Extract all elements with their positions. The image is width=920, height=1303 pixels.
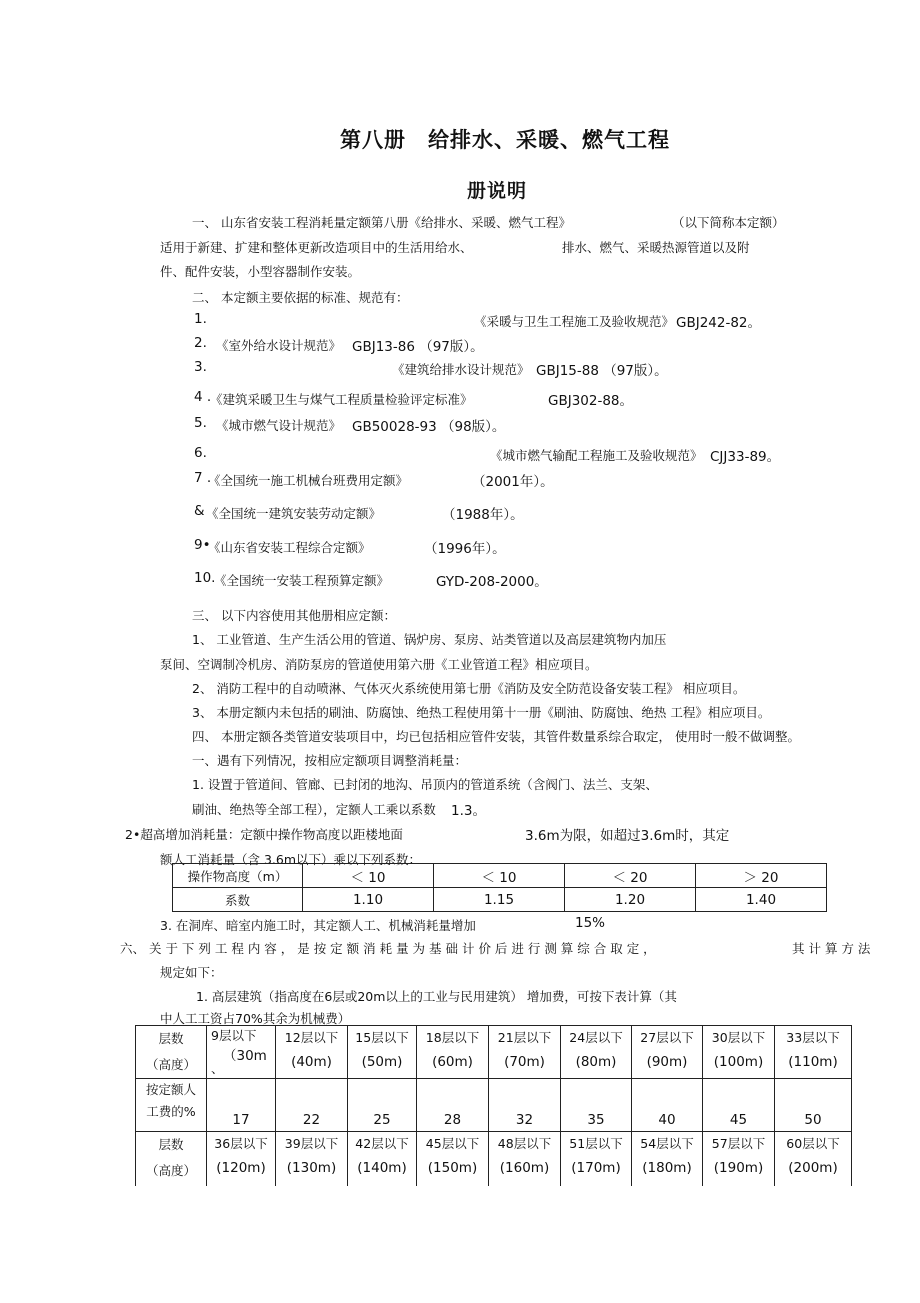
table-cell: 50 (775, 1079, 852, 1132)
section3-item3: 3、 本册定额内未包括的刷油、防腐蚀、绝热工程使用第十一册《刷油、防腐蚀、绝热 工程》相应项目。 (192, 705, 771, 720)
standard-name: 《室外给水设计规范》 (216, 338, 342, 353)
table-cell (775, 1132, 852, 1187)
standard-code: （2001年）。 (472, 474, 554, 490)
table-cell (561, 1132, 632, 1187)
table-cell: 1.20 (565, 888, 696, 912)
section6-item1b: 中人工工资占70%其余为机械费） (160, 1011, 351, 1026)
standard-name: 《城市燃气设计规范》 (216, 418, 342, 433)
standard-code: （1988年）。 (442, 507, 524, 523)
cell-top: 54层以下 (640, 1136, 694, 1151)
cell-top: 39层以下 (284, 1136, 339, 1151)
table-cell (348, 1026, 417, 1079)
cell-bottom: (80m) (575, 1054, 617, 1070)
section6-line2: 规定如下： (160, 965, 223, 980)
cell-top: 36层以下 (214, 1136, 268, 1151)
table-cell: ＜ 20 (565, 864, 696, 888)
section5-heading: 一、遇有下列情况，按相应定额项目调整消耗量： (192, 753, 468, 768)
table-cell: 1.40 (696, 888, 827, 912)
table-cell (489, 1026, 561, 1079)
standard-code: CJJ33-89。 (710, 449, 781, 465)
cell-bottom: (170m) (571, 1160, 621, 1176)
table-row (136, 1132, 852, 1187)
table-cell (703, 1026, 775, 1079)
standard-name: 《建筑采暖卫生与煤气工程质量检验评定标准》 (210, 392, 473, 407)
table-cell (632, 1026, 703, 1079)
table-cell: 35 (561, 1079, 632, 1132)
cell-top: 51层以下 (569, 1136, 623, 1151)
section1-line3: 件、配件安装，小型容器制作安装。 (160, 264, 361, 279)
standard-code: （1996年）。 (424, 541, 506, 557)
standard-num: 6. (194, 445, 207, 461)
row-label-line: （高度） (145, 1057, 196, 1072)
row-label-line: 按定额人 (145, 1082, 196, 1097)
standard-num: 3. (194, 359, 207, 375)
cell-top: 42层以下 (355, 1136, 409, 1151)
cell-bottom: (180m) (642, 1160, 692, 1176)
row-label-line: 工费的% (146, 1104, 196, 1119)
standard-name: 《全国统一安装工程预算定额》 (214, 573, 390, 588)
table-cell (632, 1132, 703, 1187)
standard-name: 《城市燃气输配工程施工及验收规范》 (490, 448, 703, 463)
section5-item1b: 刷油、绝热等全部工程），定额人工乘以系数 (192, 802, 436, 817)
table-cell (348, 1132, 417, 1187)
section3-item1a: 1、 工业管道、生产生活公用的管道、锅炉房、泵房、站类管道以及高层建筑物内加压 (192, 632, 667, 647)
standard-num: 7 . (194, 470, 212, 486)
standard-code: GYD-208-2000。 (436, 574, 548, 590)
cell-bottom: (40m) (291, 1054, 332, 1070)
table-cell: 40 (632, 1079, 703, 1132)
document-subtitle: 册说明 (467, 180, 528, 202)
section1-line1b: （以下简称本定额） (672, 215, 785, 230)
cell-bottom: (200m) (788, 1160, 838, 1176)
section5-item1a: 1. 设置于管道间、管廊、已封闭的地沟、吊顶内的管道系统（含阀门、法兰、支架、 (192, 777, 658, 792)
document-title: 第八册 给排水、采暖、燃气工程 (340, 128, 670, 152)
table-cell: 45 (703, 1079, 775, 1132)
section3-item2: 2、 消防工程中的自动喷淋、气体灭火系统使用第七册《消防及安全防范设备安装工程》 相应项目。 (192, 681, 746, 696)
row-label-line: 层数 (158, 1031, 184, 1046)
table-cell (561, 1026, 632, 1079)
cell-bottom: (150m) (427, 1160, 478, 1176)
cell-bottom: (140m) (357, 1160, 407, 1176)
table-row (173, 888, 827, 912)
cell-top: 18层以下 (425, 1030, 480, 1045)
table-cell (703, 1132, 775, 1187)
cell-top: 24层以下 (569, 1030, 623, 1045)
standard-code: GBJ13-86 （97版）。 (352, 339, 484, 355)
cell-top: 33层以下 (786, 1030, 840, 1045)
cell-top: 57层以下 (711, 1136, 766, 1151)
cell-bottom: (100m) (713, 1054, 764, 1070)
standard-num: & (194, 503, 205, 519)
section1-line2a: 适用于新建、扩建和整体更新改造项目中的生活用给水、 (160, 240, 473, 255)
section5-item2c: 额人工消耗量（含 3.6m以下）乘以下列系数： (160, 852, 422, 867)
height-coefficient-table (172, 863, 827, 912)
standard-num: 5. (194, 415, 207, 431)
section3-item1b: 泵间、空调制冷机房、消防泵房的管道使用第六册《工业管道工程》相应项目。 (160, 657, 598, 672)
cell-top: 21层以下 (497, 1030, 552, 1045)
section5-item2a: 2•超高增加消耗量：定额中操作物高度以距楼地面 (125, 827, 403, 842)
section3-heading: 三、 以下内容使用其他册相应定额： (192, 608, 396, 623)
table-cell: 操作物高度（m） (173, 864, 303, 888)
standard-code: GBJ302-88。 (548, 393, 634, 409)
table-cell: 1.10 (303, 888, 434, 912)
section2-heading: 二、 本定额主要依据的标准、规范有： (192, 290, 409, 305)
standard-code: GBJ242-82。 (676, 315, 762, 331)
section5-item3b: 15% (575, 915, 606, 931)
cell-bottom: (160m) (499, 1160, 550, 1176)
cell-top: 48层以下 (497, 1136, 552, 1151)
section6-item1a: 1. 高层建筑（指高度在6层或20m以上的工业与民用建筑） 增加费，可按下表计算（其 (196, 989, 677, 1004)
table-cell: ＜ 10 (303, 864, 434, 888)
table-cell: ＜ 10 (434, 864, 565, 888)
cell-top: 30层以下 (711, 1030, 766, 1045)
cell-bottom: (60m) (432, 1054, 473, 1070)
section5-item1b-value: 1.3。 (451, 803, 486, 819)
cell-top: 15层以下 (355, 1030, 409, 1045)
standard-num: 10. (194, 570, 216, 586)
standard-num: 2. (194, 335, 207, 351)
section4-line: 四、 本册定额各类管道安装项目中，均已包括相应管件安装，其管件数量系综合取定， 使用时一般不做调整。 (192, 729, 800, 744)
cell-bottom: （30m (223, 1048, 267, 1064)
standard-name: 《采暖与卫生工程施工及验收规范》 (474, 314, 675, 329)
section6-line1b: 其 计 算 方 法 (792, 941, 871, 956)
table-cell: 17 (207, 1079, 276, 1132)
table-cell (775, 1026, 852, 1079)
cell-bottom: (110m) (788, 1054, 838, 1070)
row-label-line: 层数 (158, 1137, 184, 1152)
standard-code: GB50028-93 （98版）。 (352, 419, 506, 435)
section1-line1a: 一、 山东省安装工程消耗量定额第八册《给排水、采暖、燃气工程》 (192, 215, 571, 230)
table-cell: 28 (417, 1079, 489, 1132)
cell-bottom: (50m) (361, 1054, 403, 1070)
section5-item2b: 3.6m为限，如超过3.6m时，其定 (525, 828, 730, 844)
table-cell (136, 1132, 207, 1187)
standard-name: 《建筑给排水设计规范》 (392, 362, 530, 377)
cell-top: 9层以下 (211, 1028, 257, 1043)
table-cell: ＞ 20 (696, 864, 827, 888)
high-rise-surcharge-table (135, 1025, 852, 1186)
table-cell (207, 1132, 276, 1187)
cell-bottom: (90m) (646, 1054, 688, 1070)
cell-bottom: (130m) (286, 1160, 337, 1176)
table-cell: 22 (276, 1079, 348, 1132)
table-cell: 25 (348, 1079, 417, 1132)
standard-name: 《全国统一建筑安装劳动定额》 (206, 506, 382, 521)
table-cell (276, 1026, 348, 1079)
section6-line1a: 六、 关 于 下 列 工 程 内 容 ， 是 按 定 额 消 耗 量 为 基 础 计 价 后 进 行 测 算 综 合 取 定 ， (120, 941, 656, 956)
cell-bottom: (70m) (504, 1054, 545, 1070)
table-cell (276, 1132, 348, 1187)
table-row (136, 1026, 852, 1079)
standard-name: 《全国统一施工机械台班费用定额》 (208, 473, 409, 488)
table-cell (417, 1026, 489, 1079)
table-cell (417, 1132, 489, 1187)
table-cell: 1.15 (434, 888, 565, 912)
row-label-line: （高度） (145, 1163, 196, 1178)
cell-top: 27层以下 (640, 1030, 694, 1045)
section1-line2b: 排水、燃气、采暖热源管道以及附 (562, 240, 750, 255)
standard-num: 1. (194, 311, 207, 327)
cell-bottom: (120m) (216, 1160, 266, 1176)
standard-code: GBJ15-88 （97版）。 (536, 363, 668, 379)
table-cell (136, 1079, 207, 1132)
table-cell: 系数 (173, 888, 303, 912)
cell-top: 60层以下 (786, 1136, 840, 1151)
table-row (136, 1079, 852, 1132)
cell-tail: 、 (211, 1061, 224, 1076)
standard-name: 《山东省安装工程综合定额》 (208, 540, 371, 555)
section5-item3a: 3. 在洞库、暗室内施工时，其定额人工、机械消耗量增加 (160, 918, 476, 933)
standard-num: 4 . (194, 389, 212, 405)
table-row (173, 864, 827, 888)
table-cell (489, 1132, 561, 1187)
cell-top: 12层以下 (284, 1030, 339, 1045)
cell-top: 45层以下 (425, 1136, 480, 1151)
table-cell (207, 1026, 276, 1079)
table-cell: 32 (489, 1079, 561, 1132)
cell-bottom: (190m) (713, 1160, 764, 1176)
table-cell (136, 1026, 207, 1079)
standard-num: 9• (194, 537, 211, 553)
